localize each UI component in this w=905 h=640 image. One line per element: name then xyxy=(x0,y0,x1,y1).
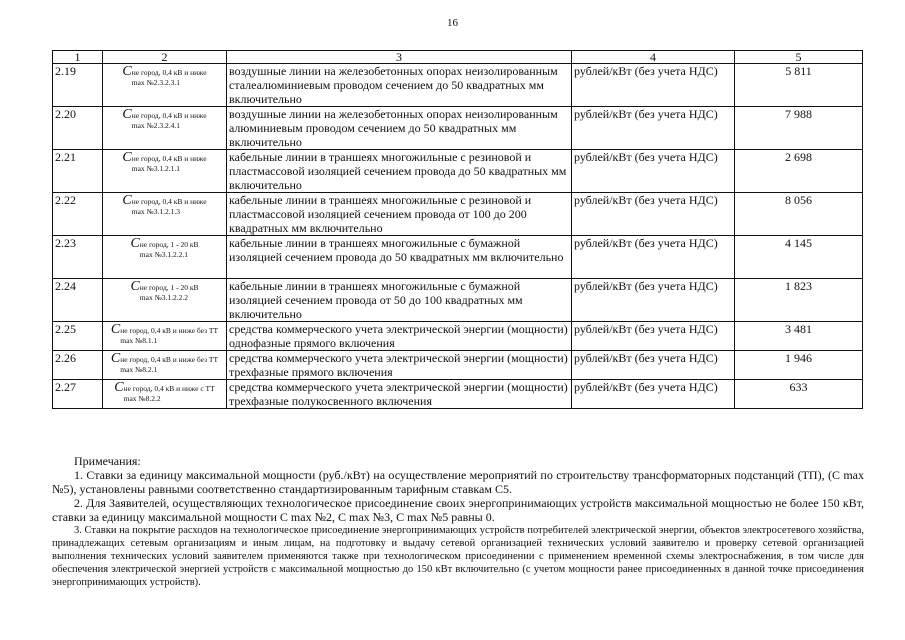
rate-symbol: C xyxy=(122,64,132,79)
table-row xyxy=(53,279,863,322)
row-unit: рублей/кВт (без учета НДС) xyxy=(572,279,735,322)
rate-symbol: C xyxy=(110,351,121,366)
rate-code xyxy=(122,64,207,87)
row-number: 2.24 xyxy=(53,279,103,322)
table-body xyxy=(53,64,863,409)
rate-code-superscript: не город, 0,4 кВ и ниже без ТТ xyxy=(120,326,219,335)
row-description: воздушные линии на железобетонных опорах неизолированным алюминиевым проводом сечением до 50 квадратных мм включительно xyxy=(227,107,572,150)
table-row xyxy=(53,322,863,351)
table-row xyxy=(53,236,863,279)
rate-code-superscript: не город, 1 - 20 кВ xyxy=(139,283,199,292)
rate-code-superscript: не город, 1 - 20 кВ xyxy=(139,240,199,249)
row-unit: рублей/кВт (без учета НДС) xyxy=(572,351,735,380)
row-value: 4 145 xyxy=(735,236,863,279)
note-item: 2. Для Заявителей, осуществляющих технологическое присоединение своих энергопринимающих устройств максимальной мощностью не более 150 кВт, ставки за единицу максимальной мощности С max №2, С max №3, С max №5 равны 0. xyxy=(52,496,864,524)
rate-code xyxy=(122,107,207,130)
column-header: 5 xyxy=(735,51,863,64)
row-description: средства коммерческого учета электрической энергии (мощности) однофазные прямого включения xyxy=(227,322,572,351)
table-row xyxy=(53,351,863,380)
row-description: воздушные линии на железобетонных опорах неизолированным сталеалюминиевым проводом сечением до 50 квадратных мм включительно xyxy=(227,64,572,107)
rate-code-cell xyxy=(103,380,227,409)
rate-code-cell xyxy=(103,64,227,107)
table-row xyxy=(53,107,863,150)
column-header: 2 xyxy=(103,51,227,64)
rate-code-subscript: max №2.3.2.4.1 xyxy=(131,121,180,130)
table-row xyxy=(53,193,863,236)
row-description: средства коммерческого учета электрической энергии (мощности) трехфазные полукосвенного включения xyxy=(227,380,572,409)
rate-code-cell xyxy=(103,193,227,236)
row-description: кабельные линии в траншеях многожильные с бумажной изоляцией сечением провода от 50 до 100 квадратных мм включительно xyxy=(227,279,572,322)
rate-code-subscript: max №3.1.2.1.1 xyxy=(131,164,180,173)
rate-code xyxy=(130,279,199,302)
rate-code-cell xyxy=(103,279,227,322)
row-value: 2 698 xyxy=(735,150,863,193)
row-value: 5 811 xyxy=(735,64,863,107)
note-item: 1. Ставки за единицу максимальной мощности (руб./кВт) на осуществление мероприятий по строительству трансформаторных подстанций (ТП), (С max №5), установлены равными соответственно стандартизированным тарифным ставкам С5. xyxy=(52,468,864,496)
rate-code-subscript: max №8.1.1 xyxy=(120,336,158,345)
row-number: 2.23 xyxy=(53,236,103,279)
rate-code xyxy=(122,150,207,173)
row-unit: рублей/кВт (без учета НДС) xyxy=(572,322,735,351)
rate-symbol: C xyxy=(114,380,124,395)
row-value: 633 xyxy=(735,380,863,409)
notes-section xyxy=(52,454,864,589)
rate-code-cell xyxy=(103,236,227,279)
row-unit: рублей/кВт (без учета НДС) xyxy=(572,380,735,409)
row-unit: рублей/кВт (без учета НДС) xyxy=(572,64,735,107)
rate-code xyxy=(130,236,199,259)
row-unit: рублей/кВт (без учета НДС) xyxy=(572,107,735,150)
rate-code-subscript: max №3.1.2.2.1 xyxy=(139,250,188,259)
rate-code xyxy=(114,380,215,403)
rate-code-cell xyxy=(103,150,227,193)
row-number: 2.22 xyxy=(53,193,103,236)
row-number: 2.25 xyxy=(53,322,103,351)
row-number: 2.27 xyxy=(53,380,103,409)
row-description: кабельные линии в траншеях многожильные с резиновой и пластмассовой изоляцией сечением провода до 50 квадратных мм включительно xyxy=(227,150,572,193)
column-header: 1 xyxy=(53,51,103,64)
row-value: 8 056 xyxy=(735,193,863,236)
table-row xyxy=(53,150,863,193)
row-unit: рублей/кВт (без учета НДС) xyxy=(572,150,735,193)
page-number: 16 xyxy=(447,17,458,29)
rate-code-superscript: не город, 0,4 кВ и ниже с ТТ xyxy=(123,384,215,393)
column-header: 4 xyxy=(572,51,735,64)
rate-code-cell xyxy=(103,107,227,150)
table-row xyxy=(53,64,863,107)
rate-code-cell xyxy=(103,322,227,351)
rate-code xyxy=(110,322,219,345)
row-description: средства коммерческого учета электрической энергии (мощности) трехфазные прямого включения xyxy=(227,351,572,380)
row-number: 2.20 xyxy=(53,107,103,150)
rate-code-subscript: max №3.1.2.1.3 xyxy=(131,207,180,216)
rate-code-cell xyxy=(103,351,227,380)
table-row xyxy=(53,380,863,409)
rate-code xyxy=(122,193,207,216)
rate-code-superscript: не город, 0,4 кВ и ниже xyxy=(131,154,207,163)
row-unit: рублей/кВт (без учета НДС) xyxy=(572,236,735,279)
rate-code-subscript: max №8.2.1 xyxy=(120,365,158,374)
row-number: 2.19 xyxy=(53,64,103,107)
table-header-row xyxy=(53,51,863,64)
row-number: 2.26 xyxy=(53,351,103,380)
rate-symbol: C xyxy=(110,322,121,337)
row-value: 1 946 xyxy=(735,351,863,380)
rate-code-subscript: max №2.3.2.3.1 xyxy=(131,78,180,87)
rate-symbol: C xyxy=(122,107,132,122)
row-value: 1 823 xyxy=(735,279,863,322)
row-unit: рублей/кВт (без учета НДС) xyxy=(572,193,735,236)
rate-symbol: C xyxy=(122,150,132,165)
column-header: 3 xyxy=(227,51,572,64)
rate-code-subscript: max №8.2.2 xyxy=(123,394,161,403)
rate-code-superscript: не город, 0,4 кВ и ниже xyxy=(131,68,207,77)
row-description: кабельные линии в траншеях многожильные с резиновой и пластмассовой изоляцией сечением провода от 100 до 200 квадратных мм включительно xyxy=(227,193,572,236)
rate-code-subscript: max №3.1.2.2.2 xyxy=(139,293,188,302)
rate-symbol: C xyxy=(130,279,140,294)
rate-code-superscript: не город, 0,4 кВ и ниже xyxy=(131,197,207,206)
rate-symbol: C xyxy=(122,193,132,208)
rate-code-superscript: не город, 0,4 кВ и ниже без ТТ xyxy=(120,355,219,364)
rate-symbol: C xyxy=(130,236,140,251)
row-value: 7 988 xyxy=(735,107,863,150)
row-number: 2.21 xyxy=(53,150,103,193)
rate-code xyxy=(110,351,219,374)
row-description: кабельные линии в траншеях многожильные с бумажной изоляцией сечением провода до 50 квадратных мм включительно xyxy=(227,236,572,279)
note-item: 3. Ставки на покрытие расходов на технологическое присоединение энергопринимающих устройств потребителей электрической энергии, объектов электросетевого хозяйства, принадлежащих сетевым организациям и иным лицам, на подготовку и выдачу сетевой организацией технических условий заявителю и проверку сетевой организацией выполнения технических условий заявителем применяются также при технологическом присоединении с применением временной схемы электроснабжения, в том числе для обеспечения электрической энергией устройств с максимальной мощностью до 150 кВт включительно (с учетом мощности ранее присоединенных в данной точке присоединения энергопринимающих устройств). xyxy=(52,525,864,588)
tariff-table xyxy=(52,50,863,409)
rate-code-superscript: не город, 0,4 кВ и ниже xyxy=(131,111,207,120)
notes-title: Примечания: xyxy=(74,454,141,468)
row-value: 3 481 xyxy=(735,322,863,351)
